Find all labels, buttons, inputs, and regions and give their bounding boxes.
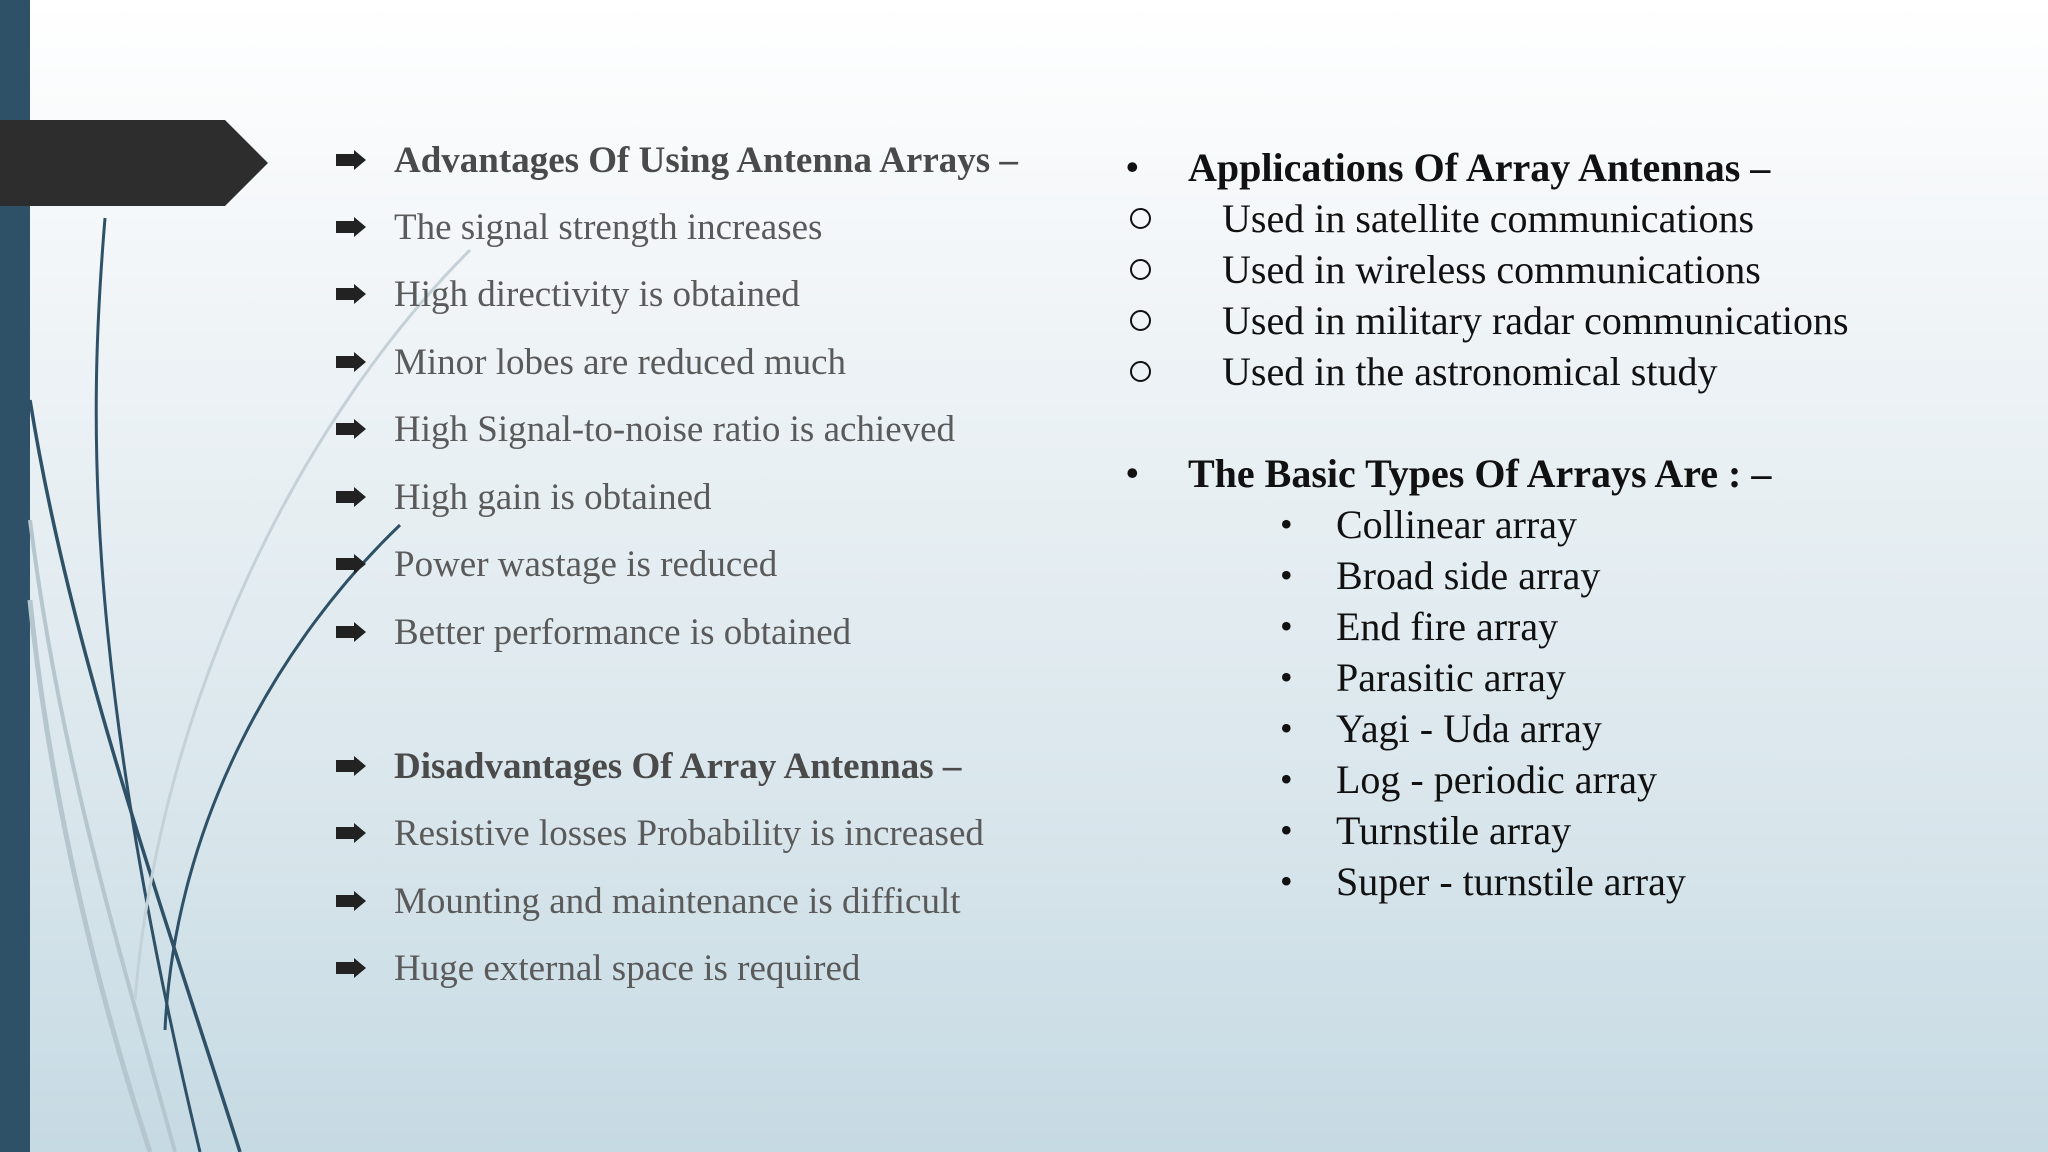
arrow-bullet-icon — [336, 284, 394, 304]
advantage-item: The signal strength increases — [336, 202, 822, 252]
type-item: • Log - periodic array — [1280, 756, 1657, 802]
arrow-bullet-icon — [336, 823, 394, 843]
application-item: Used in military radar communications — [1126, 296, 1849, 344]
type-item: • Broad side array — [1280, 552, 1601, 598]
circle-bullet-icon — [1126, 208, 1222, 229]
application-item: Used in the astronomical study — [1126, 347, 1717, 395]
advantage-item: High gain is obtained — [336, 472, 712, 522]
circle-bullet-icon — [1126, 310, 1222, 331]
bullet-icon: • — [1126, 453, 1139, 493]
application-item: Used in satellite communications — [1126, 194, 1754, 242]
circle-bullet-icon — [1126, 259, 1222, 280]
type-item: • Parasitic array — [1280, 654, 1566, 700]
bullet-icon: • — [1280, 555, 1293, 595]
arrow-bullet-icon — [336, 150, 394, 170]
application-item: Used in wireless communications — [1126, 245, 1761, 293]
type-item: • Super - turnstile array — [1280, 858, 1686, 904]
arrow-bullet-icon — [336, 352, 394, 372]
bullet-icon: • — [1280, 708, 1293, 748]
advantages-heading: Advantages Of Using Antenna Arrays – — [336, 135, 1018, 185]
arrow-bullet-icon — [336, 756, 394, 776]
disadvantages-heading: Disadvantages Of Array Antennas – — [336, 741, 961, 791]
bullet-icon: • — [1280, 657, 1293, 697]
bullet-icon: • — [1280, 861, 1293, 901]
advantage-item: Minor lobes are reduced much — [336, 337, 846, 387]
advantage-item: Power wastage is reduced — [336, 539, 777, 589]
bullet-icon: • — [1126, 147, 1139, 187]
bullet-icon: • — [1280, 759, 1293, 799]
arrow-bullet-icon — [336, 554, 394, 574]
types-heading: • The Basic Types Of Arrays Are : – — [1126, 450, 1772, 496]
bullet-icon: • — [1280, 606, 1293, 646]
arrow-bullet-icon — [336, 958, 394, 978]
type-item: • End fire array — [1280, 603, 1559, 649]
disadvantage-item: Resistive losses Probability is increased — [336, 808, 984, 858]
advantage-item: High directivity is obtained — [336, 269, 800, 319]
advantage-item: High Signal-to-noise ratio is achieved — [336, 404, 955, 454]
advantage-item: Better performance is obtained — [336, 607, 851, 657]
arrow-bullet-icon — [336, 487, 394, 507]
arrow-bullet-icon — [336, 622, 394, 642]
disadvantage-item: Huge external space is required — [336, 943, 860, 993]
type-item: • Turnstile array — [1280, 807, 1572, 853]
circle-bullet-icon — [1126, 361, 1222, 382]
arrow-bullet-icon — [336, 891, 394, 911]
type-item: • Yagi - Uda array — [1280, 705, 1602, 751]
applications-heading: • Applications Of Array Antennas – — [1126, 144, 1771, 190]
bullet-icon: • — [1280, 504, 1293, 544]
arrow-bullet-icon — [336, 217, 394, 237]
disadvantage-item: Mounting and maintenance is difficult — [336, 876, 961, 926]
bullet-icon: • — [1280, 810, 1293, 850]
title-arrow-tab — [0, 120, 270, 206]
type-item: • Collinear array — [1280, 501, 1577, 547]
arrow-bullet-icon — [336, 419, 394, 439]
